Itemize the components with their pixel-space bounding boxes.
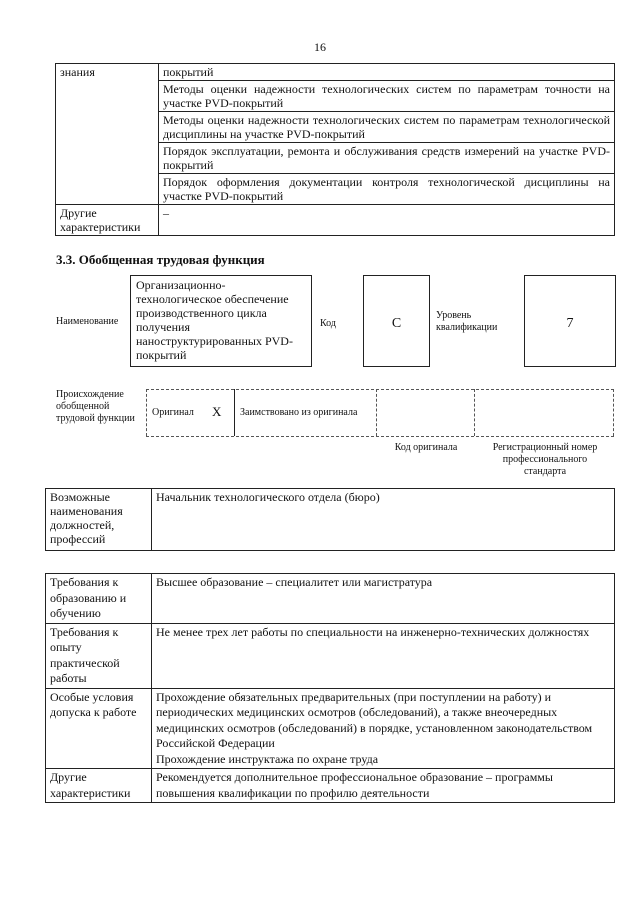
level-label: Уровень квалификации (436, 310, 498, 333)
section-title: 3.3. Обобщенная трудовая функция (56, 252, 265, 267)
education-value: Высшее образование – специалитет или магистратура (152, 574, 615, 624)
origin-divider-2 (376, 389, 377, 436)
other-characteristics-value: – (159, 205, 615, 236)
admission-label: Особые условия допуска к работе (46, 688, 152, 769)
experience-value: Не менее трех лет работы по специальности на инженерно-технических должностях (152, 623, 615, 688)
knowledge-item: Порядок эксплуатации, ремонта и обслуживания средств измерений на участке PVD-покрытий (159, 143, 615, 174)
level-box (524, 275, 616, 367)
code-value: C (391, 316, 402, 331)
reg-number-caption: Регистрационный номер профессионального стандарта (492, 442, 598, 477)
function-name-value: Организационно-технологическое обеспечение производственного цикла получения наноструктурированных PVD-покрытий (136, 278, 293, 362)
admission-value (152, 688, 615, 769)
code-label: Код (320, 318, 336, 329)
experience-label: Требования к опыту практической работы (46, 623, 152, 688)
origin-divider-3 (474, 389, 475, 436)
origin-label: Происхождение обобщенной трудовой функции (56, 389, 135, 424)
other-label: Другие характеристики (46, 769, 152, 803)
education-label: Требования к образованию и обучению (46, 574, 152, 624)
code-original-caption: Код оригинала (394, 442, 458, 453)
origin-row-right (613, 389, 614, 436)
original-mark: X (212, 404, 222, 419)
origin-row-top (146, 389, 614, 390)
positions-label: Возможные наименования должностей, профессий (46, 489, 152, 551)
positions-value: Начальник технологического отдела (бюро) (152, 489, 615, 551)
knowledge-item: Порядок оформления документации контроля технологической дисциплины на участке PVD-покрытий (159, 174, 615, 205)
level-value: 7 (566, 316, 574, 331)
page-number: 16 (314, 40, 326, 54)
admission-line: Прохождение инструктажа по охране труда (156, 751, 379, 766)
origin-row-left (146, 389, 147, 436)
requirements-table (45, 573, 615, 803)
function-name-box (130, 275, 312, 367)
name-label: Наименование (56, 316, 119, 327)
origin-divider (234, 389, 235, 436)
original-label: Оригинал (152, 407, 194, 418)
knowledge-table (55, 63, 615, 236)
admission-line: Прохождение обязательных предварительных (при поступлении на работу) и периодических медицинских осмотров (обследований), а также внеочередных медицинских осмотров (обследований) в порядке, установленном законодательством Российской Федерации (156, 689, 593, 750)
knowledge-item: Методы оценки надежности технологических систем по параметрам точности на участке PVD-покрытий (159, 81, 615, 112)
knowledge-item: покрытий (159, 64, 615, 81)
borrowed-label: Заимствовано из оригинала (240, 407, 358, 418)
other-value: Рекомендуется дополнительное профессиональное образование – программы повышения квалификации по профилю деятельности (152, 769, 615, 803)
code-box (363, 275, 430, 367)
other-characteristics-label: Другие характеристики (56, 205, 159, 236)
positions-table (45, 488, 615, 551)
knowledge-label: знания (56, 64, 159, 205)
origin-row-bottom (146, 436, 614, 437)
knowledge-item: Методы оценки надежности технологических систем по параметрам технологической дисциплины на участке PVD-покрытий (159, 112, 615, 143)
